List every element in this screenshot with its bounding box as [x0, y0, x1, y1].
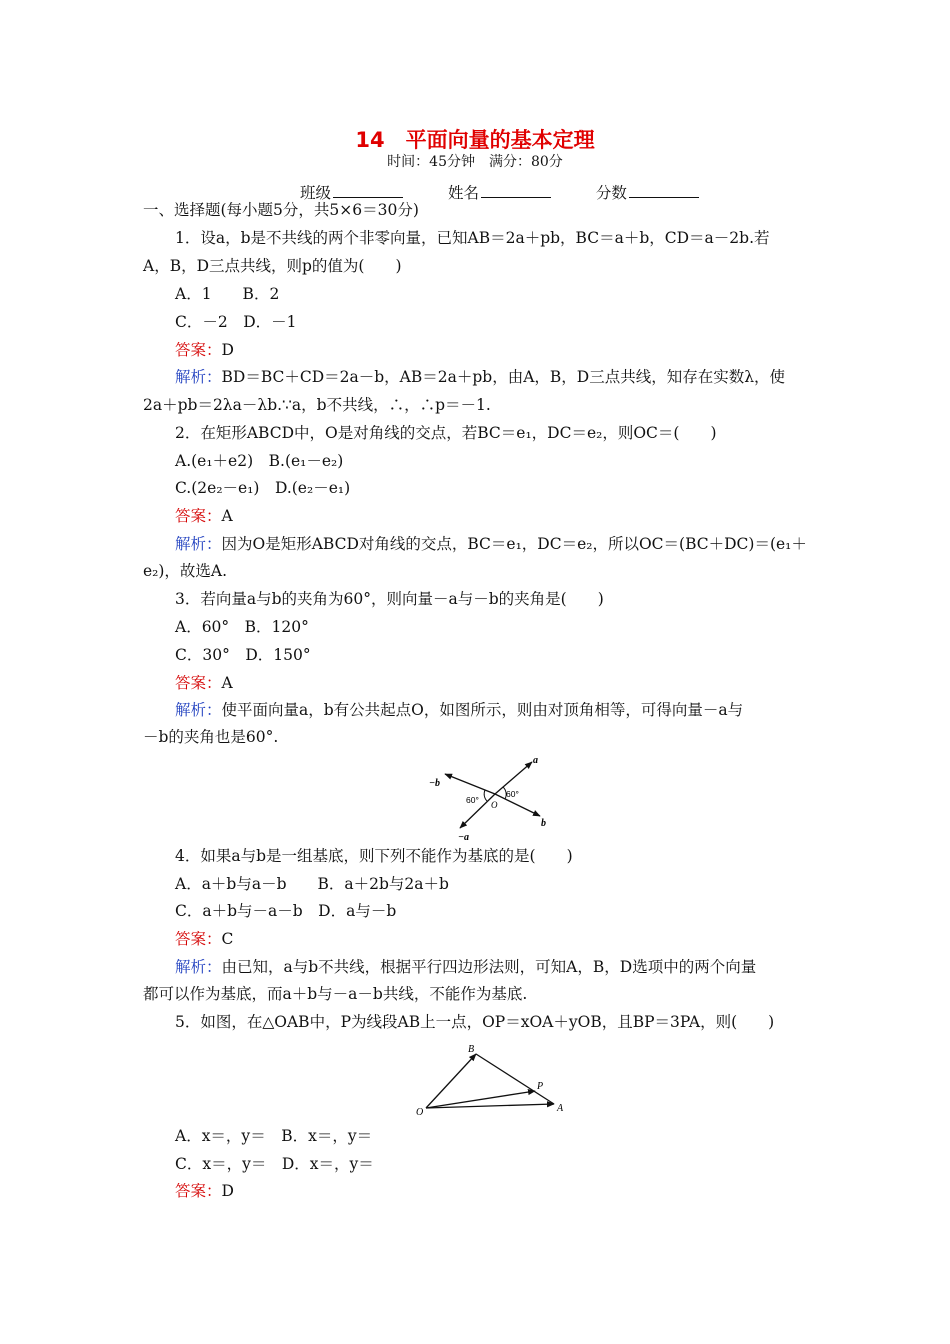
q3-options-cd: C．30° D．150°: [175, 646, 311, 664]
q3-answer-value: A: [221, 674, 233, 692]
q5-options-ab: A．x＝，y＝ B．x＝，y＝: [175, 1127, 373, 1145]
answer-label: 答案：: [175, 1182, 222, 1200]
label-angle-right: 60°: [506, 789, 519, 799]
q5-answer: [175, 1181, 234, 1201]
name-blank: [481, 183, 551, 198]
section-heading: 一、选择题(每小题5分，共5×6＝30分): [143, 201, 419, 219]
q2-answer: [175, 506, 233, 526]
q3-analysis-text1: 使平面向量a，b有公共起点O，如图所示，则由对顶角相等，可得向量－a与: [221, 701, 744, 719]
triangle-figure: [410, 1040, 575, 1122]
q4-stem: 4．如果a与b是一组基底，则下列不能作为基底的是( ): [175, 847, 573, 865]
segment-ob: [426, 1054, 476, 1108]
q1-stem-line2: A，B，D三点共线，则p的值为( ): [143, 257, 402, 275]
q2-analysis-line1: [175, 534, 807, 554]
class-blank: [333, 183, 403, 198]
q1-analysis-line1: [175, 367, 785, 387]
vector-neg-b-line: [445, 774, 495, 794]
name-label: 姓名: [447, 184, 479, 202]
page-title: 14 平面向量的基本定理: [355, 128, 595, 152]
q2-stem: 2．在矩形ABCD中，O是对角线的交点，若BC＝e₁，DC＝e₂，则OC＝( ): [175, 424, 717, 442]
q2-options-cd: C.(2e₂－e₁) D.(e₂－e₁): [175, 479, 351, 497]
q4-analysis-text1: 由已知，a与b不共线，根据平行四边形法则，可知A，B，D选项中的两个向量: [221, 958, 757, 976]
q3-answer: [175, 673, 233, 693]
answer-label: 答案：: [175, 507, 222, 525]
label-a: a: [533, 755, 538, 766]
q4-analysis-line1: [175, 957, 756, 977]
label-b: b: [541, 818, 546, 829]
analysis-label: 解析：: [175, 368, 222, 386]
label-neg-b: −b: [429, 778, 441, 789]
angle-arc-left: [484, 790, 487, 801]
analysis-label: 解析：: [175, 535, 222, 553]
q2-analysis-line2: e₂)，故选A.: [143, 562, 228, 580]
segment-ba: [476, 1054, 554, 1104]
q1-answer: [175, 340, 234, 360]
q4-answer-value: C: [221, 930, 234, 948]
q4-analysis-line2: 都可以作为基底，而a＋b与－a－b共线，不能作为基底.: [143, 985, 528, 1003]
q5-answer-value: D: [221, 1182, 234, 1200]
analysis-label: 解析：: [175, 701, 222, 719]
analysis-label: 解析：: [175, 958, 222, 976]
q2-answer-value: A: [221, 507, 233, 525]
time-score-info: 时间：45分钟 满分：80分: [387, 154, 563, 170]
class-label: 班级: [300, 184, 332, 202]
label-p: P: [537, 1081, 544, 1092]
answer-label: 答案：: [175, 341, 222, 359]
answer-label: 答案：: [175, 930, 222, 948]
answer-label: 答案：: [175, 674, 222, 692]
q1-answer-value: D: [221, 341, 234, 359]
q1-options-cd: C．－2 D．－1: [175, 313, 297, 331]
q1-analysis-line2: 2a＋pb＝2λa－λb.∵a，b不共线，∴，∴p＝－1.: [143, 396, 491, 414]
label-a: A: [557, 1103, 564, 1114]
q2-options-ab: A.(e₁＋e2) B.(e₁－e₂): [175, 452, 344, 470]
q3-stem: 3．若向量a与b的夹角为60°，则向量－a与－b的夹角是( ): [175, 590, 604, 608]
q3-options-ab: A．60° B．120°: [175, 618, 309, 636]
score-label: 分数: [595, 184, 627, 202]
label-angle-left: 60°: [466, 795, 479, 805]
q4-options-ab: A．a＋b与a－b B．a＋2b与2a＋b: [175, 875, 449, 893]
q3-analysis-line1: [175, 700, 743, 720]
q1-stem-line1: 1．设a，b是不共线的两个非零向量，已知AB＝2a＋pb，BC＝a＋b，CD＝a－2b.若: [175, 229, 770, 247]
angle-figure: [425, 752, 565, 844]
label-o: O: [416, 1107, 424, 1118]
q4-options-cd: C．a＋b与－a－b D．a与－b: [175, 902, 397, 920]
label-o: O: [491, 800, 498, 810]
label-b: B: [468, 1044, 475, 1055]
q1-analysis-text1: BD＝BC＋CD＝2a－b，AB＝2a＋pb，由A，B，D三点共线，知存在实数λ，使: [221, 368, 786, 386]
q4-answer: [175, 929, 233, 949]
score-blank: [629, 183, 699, 198]
q1-options-ab: A．1 B．2: [175, 285, 280, 303]
q5-stem: 5．如图，在△OAB中，P为线段AB上一点，OP＝xOA＋yOB，且BP＝3PA，则( ): [175, 1013, 775, 1031]
q2-analysis-text1: 因为O是矩形ABCD对角线的交点，BC＝e₁，DC＝e₂，所以OC＝(BC＋DC)＝(e₁＋: [221, 535, 807, 553]
q3-analysis-line2: －b的夹角也是60°.: [143, 728, 279, 746]
q5-options-cd: C．x＝，y＝ D．x＝，y＝: [175, 1155, 374, 1173]
label-neg-a: −a: [458, 832, 470, 843]
